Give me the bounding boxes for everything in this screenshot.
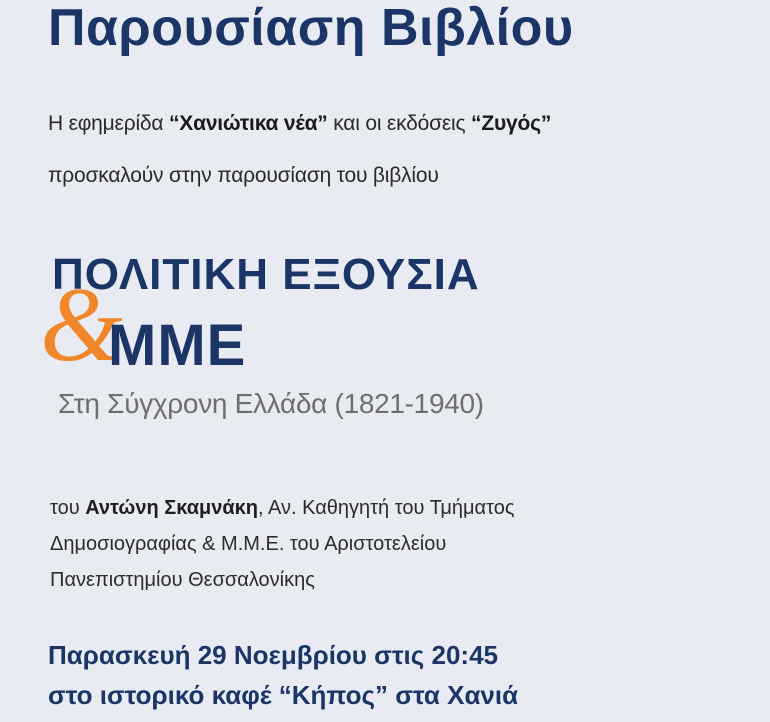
author-line-1 <box>50 490 730 526</box>
author-block <box>50 490 730 598</box>
book-title-line-2: ΜΜΕ <box>108 313 247 378</box>
event-location: στο ιστορικό καφέ “Κήπος” στα Χανιά <box>48 680 519 710</box>
book-title-line-1: ΠΟΛΙΤΙΚΗ ΕΞΟΥΣΙΑ <box>52 250 480 299</box>
event-date-time: Παρασκευή 29 Νοεμβρίου στις 20:45 <box>48 640 499 670</box>
page-title: Παρουσίαση Βιβλίου <box>48 0 574 57</box>
book-subtitle: Στη Σύγχρονη Ελλάδα (1821-1940) <box>58 388 484 419</box>
ampersand-logo: & <box>40 266 123 383</box>
author-title: , Αν. Καθηγητή του Τμήματος <box>258 497 515 519</box>
author-line-3: Πανεπιστημίου Θεσσαλονίκης <box>50 569 315 591</box>
intro-prefix: Η εφημερίδα <box>48 112 169 135</box>
intro-line-2: προσκαλούν στην παρουσίαση του βιβλίου <box>48 164 439 187</box>
author-line-2: Δημοσιογραφίας & Μ.Μ.Ε. του Αριστοτελείου <box>50 533 447 555</box>
author-name: Αντώνη Σκαμνάκη <box>85 497 259 519</box>
author-prefix: του <box>50 497 86 519</box>
intro-middle: και οι εκδόσεις <box>327 112 472 135</box>
intro-line-1 <box>48 112 551 136</box>
newspaper-name: “Χανιώτικα νέα” <box>169 112 328 135</box>
publisher-name: “Ζυγός” <box>471 112 552 135</box>
